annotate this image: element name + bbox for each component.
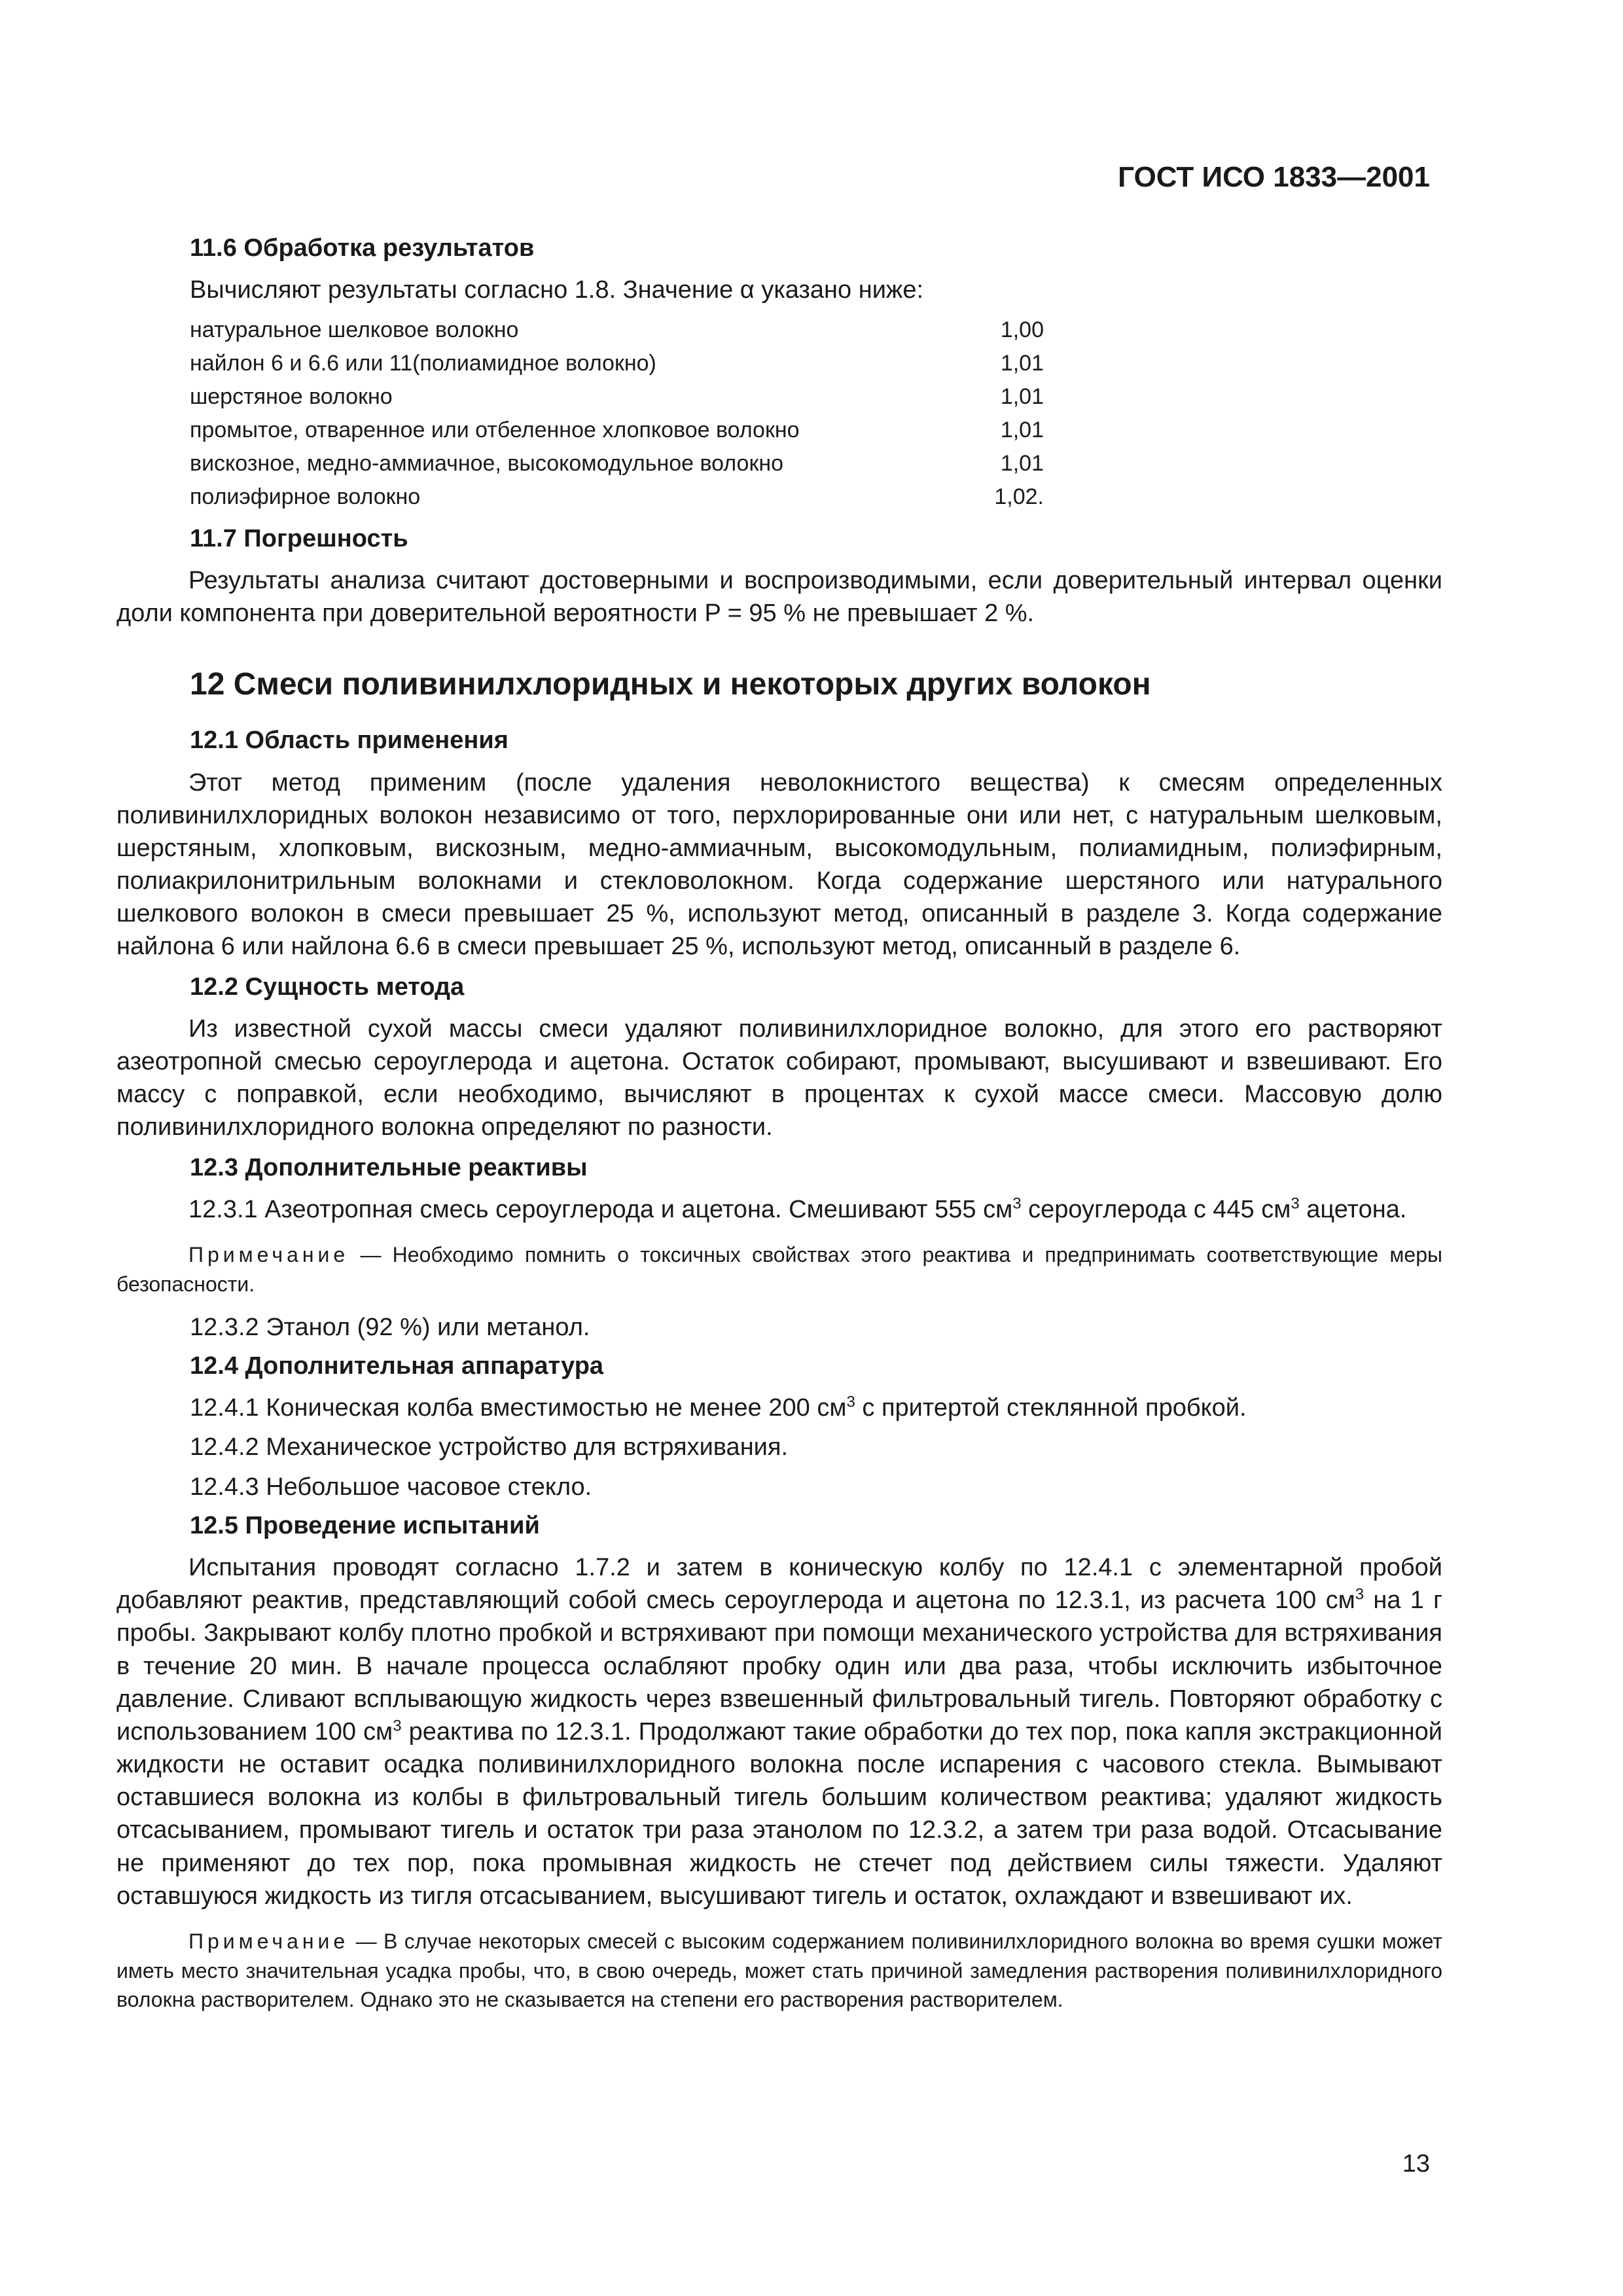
list-item: [190, 447, 1093, 480]
item-12-4-1: 12.4.1 Коническая колба вместимостью не менее 200 $см^3$ с притертой стеклянной пробкой.: [190, 1393, 1247, 1422]
section-12-5-text: Испытания проводят согласно 1.7.2 и затем в коническую колбу по 12.4.1 с элементарной пробой добавляют реактив, представляющий собой смесь сероуглерода и ацетона по 12.3.1, из расчета 100 $см^3$ на 1 г пробы. Закрывают колбу плотно пробкой и встряхивают при помощи механического устройства для встряхивания в течение 20 мин. В начале процесса ослабляют пробку один или два раза, чтобы исключить избыточное давление. Сливают всплывающую жидкость через взвешенный фильтровальный тигель. Повторяют обработку с использованием 100 $см^3$ реактива по 12.3.1. Продолжают такие обработки до тех пор, пока капля экстракционной жидкости не оставит осадка поливинилхлоридного волокна после испарения с часового стекла. Вымывают оставшиеся волокна из колбы в фильтровальный тигель большим количеством реактива; удаляют жидкость отсасыванием, промывают тигель и остаток три раза этанолом по 12.3.2, а затем три раза водой. Отсасывание не применяют до тех пор, пока промывная жидкость не стечет под действием силы тяжести. Удаляют оставшуюся жидкость из тигля отсасыванием, высушивают тигель и остаток, охлаждают и взвешивают их.: [116, 1554, 1442, 1910]
list-item: [190, 480, 1093, 514]
section-12-title: 12 Смеси поливинилхлоридных и некоторых других волокон: [190, 667, 1151, 702]
fiber-name: натуральное шелковое волокно: [190, 317, 519, 342]
list-item: [190, 347, 1093, 380]
list-item: [190, 414, 1093, 447]
section-12-2-text: Из известной сухой массы смеси удаляют поливинилхлоридное волокно, для этого его растворяют азеотропной смесью сероуглерода и ацетона. Остаток собирают, промывают, высушивают и взвешивают. Его массу с поправкой, если необходимо, вычисляют в процентах к сухой массе смеси. Массовую долю поливинилхлоридного волокна определяют по разности.: [116, 1014, 1442, 1141]
note-label: Примечание: [188, 1929, 349, 1953]
alpha-value: 1,01: [1000, 417, 1044, 442]
item-12-3-1: 12.3.1 Азеотропная смесь сероуглерода и ацетона. Смешивают 555 $см^3$ сероуглерода с 445 $см^3$ ацетона.: [188, 1194, 1407, 1223]
section-11-6-intro: Вычисляют результаты согласно 1.8. Значение α указано ниже:: [190, 276, 924, 304]
fiber-name: найлон 6 и 6.6 или 11(полиамидное волокно): [190, 350, 656, 376]
item-12-4-3: 12.4.3 Небольшое часовое стекло.: [190, 1473, 592, 1501]
fiber-name: промытое, отваренное или отбеленное хлопковое волокно: [190, 417, 800, 442]
item-12-3-2: 12.3.2 Этанол (92 %) или метанол.: [190, 1313, 590, 1341]
alpha-values-list: [190, 314, 1093, 514]
list-item: [190, 314, 1093, 347]
fiber-name: вискозное, медно-аммиачное, высокомодульное волокно: [190, 450, 784, 476]
section-11-6-title: 11.6 Обработка результатов: [190, 234, 535, 262]
section-12-1-text: Этот метод применим (после удаления неволокнистого вещества) к смесям определенных поливинилхлоридных волокон независимо от того, перхлорированные они или нет, с натуральным шелковым, шерстяным, хлопковым, вискозным, медно-аммиачным, высокомодульным, полиамидным, полиэфирным, полиакрилонитрильным волокнами и стекловолокном. Когда содержание шерстяного или натурального шелкового волокон в смеси превышает 25 %, используют метод, описанный в разделе 3. Когда содержание найлона 6 или найлона 6.6 в смеси превышает 25 %, используют метод, описанный в разделе 6.: [116, 768, 1442, 961]
item-12-4-2: 12.4.2 Механическое устройство для встряхивания.: [190, 1433, 789, 1462]
page-number: 13: [1402, 2150, 1430, 2178]
alpha-value: 1,02.: [994, 484, 1044, 509]
note-12-5: Примечание — В случае некоторых смесей с высоким содержанием поливинилхлоридного волокна во время сушки может иметь место значительная усадка пробы, что, в свою очередь, может стать причиной замедления растворения поливинилхлоридного волокна растворителем. Однако это не сказывается на степени его растворения растворителем.: [116, 1929, 1442, 2012]
section-12-1-title: 12.1 Область применения: [190, 726, 508, 755]
section-12-5-title: 12.5 Проведение испытаний: [190, 1511, 540, 1539]
section-12-3-title: 12.3 Дополнительные реактивы: [190, 1153, 588, 1181]
note-label: Примечание: [188, 1243, 349, 1267]
fiber-name: полиэфирное волокно: [190, 484, 421, 509]
section-11-7-text: Результаты анализа считают достоверными и воспроизводимыми, если доверительный интервал оценки доли компонента при доверительной вероятности P = 95 % не превышает 2 %.: [116, 566, 1442, 628]
fiber-name: шерстяное волокно: [190, 384, 393, 409]
document-code: ГОСТ ИСО 1833—2001: [1118, 161, 1430, 193]
note-12-3: Примечание — Необходимо помнить о токсичных свойствах этого реактива и предпринимать соответствующие меры безопасности.: [116, 1243, 1442, 1296]
alpha-value: 1,01: [1000, 450, 1044, 476]
section-11-7-title: 11.7 Погрешность: [190, 524, 408, 552]
section-12-4-title: 12.4 Дополнительная аппаратура: [190, 1352, 604, 1380]
alpha-value: 1,01: [1000, 384, 1044, 409]
alpha-value: 1,01: [1000, 350, 1044, 376]
alpha-value: 1,00: [1000, 317, 1044, 342]
list-item: [190, 380, 1093, 414]
page-content: [116, 232, 1442, 2026]
section-12-2-title: 12.2 Сущность метода: [190, 973, 465, 1001]
